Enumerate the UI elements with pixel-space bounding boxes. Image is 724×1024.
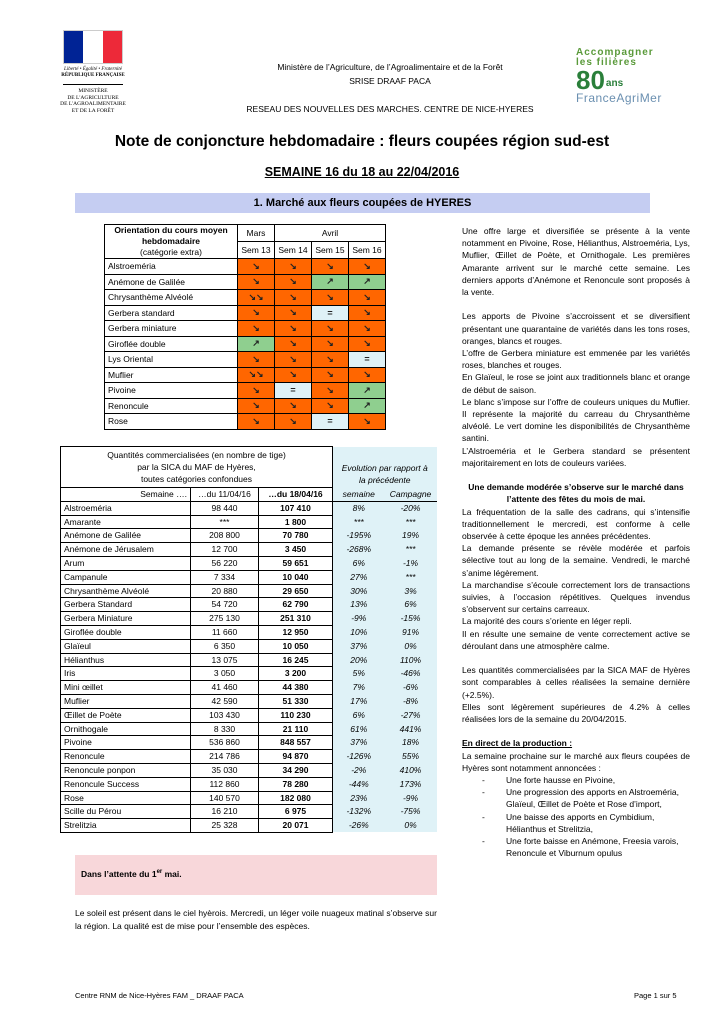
table-row (61, 612, 437, 626)
flower-name: Scille du Pérou (61, 805, 191, 819)
week-evolution: 37% (333, 639, 385, 653)
franceagrimer-logo (576, 48, 688, 108)
prev-quantity: 275 130 (191, 612, 259, 626)
prev-quantity: 112 860 (191, 777, 259, 791)
table-row (61, 625, 437, 639)
flower-name: Chrysanthème Alvéolé (105, 290, 238, 306)
table-row (61, 598, 437, 612)
trend-down-icon: ↘ (238, 305, 275, 321)
flower-name: Renoncule ponpon (61, 763, 191, 777)
table-row (61, 791, 437, 805)
current-quantity: 10 050 (259, 639, 333, 653)
rf-motto: Liberté • Égalité • Fraternité (64, 67, 122, 72)
flower-name: Rose (105, 414, 238, 430)
prev-quantity: 16 210 (191, 805, 259, 819)
trend-down-icon: ↘ (349, 259, 386, 275)
current-quantity: 70 780 (259, 529, 333, 543)
flower-name: Rose (61, 791, 191, 805)
col-current-week: …du 18/04/16 (259, 488, 333, 502)
prev-quantity: 25 328 (191, 819, 259, 833)
flower-name: Muflier (105, 367, 238, 383)
week-header: Sem 14 (275, 242, 312, 259)
ministry-block (54, 88, 132, 114)
prev-quantity: 214 786 (191, 750, 259, 764)
current-quantity: 107 410 (259, 501, 333, 515)
prev-quantity: 41 460 (191, 681, 259, 695)
offer-paragraph: Une offre large et diversifiée se présente à la vente notamment en Pivoine, Rose, Hélianthus, Alstroeméria, Lys, Muflier, Œillet de Poète, et Ornithogale. Les premières Amarante arrivent sur le marché cette semaine. Les derniers apports d’Anémone et Renoncule sont proposés à la vente. (462, 226, 690, 298)
table-row (105, 259, 386, 275)
current-quantity: 29 650 (259, 584, 333, 598)
current-quantity: 16 245 (259, 653, 333, 667)
table-row (61, 543, 437, 557)
current-quantity: 848 557 (259, 736, 333, 750)
evolution-header (333, 447, 437, 488)
trend-up-icon: ↗ (349, 398, 386, 414)
campaign-evolution: -20% (385, 501, 437, 515)
trend-down-icon: ↘ (275, 352, 312, 368)
trend-down-icon: ↘ (275, 398, 312, 414)
qty-header-line: Quantités commercialisées (en nombre de tige) (107, 450, 286, 460)
demand-paragraph: Il en résulte une semaine de vente correctement active se déroulant dans une atmosphère calme. (462, 628, 690, 651)
header-ministry: Ministère de l’Agriculture, de l’Agroalimentaire et de la Forêt (277, 62, 503, 72)
week-subtitle: SEMAINE 16 du 18 au 22/04/2016 (264, 165, 460, 179)
demand-paragraph: La majorité des cours s’oriente en léger repli. (462, 616, 632, 627)
flower-name: Œillet de Poète (61, 708, 191, 722)
quantities-paragraph: Elles sont légèrement supérieures de 4.2% à celles réalisées lors de la semaine du 20/04/2015. (462, 701, 690, 725)
trend-down-icon: ↘ (312, 321, 349, 337)
week-evolution: 30% (333, 584, 385, 598)
table-row (61, 819, 437, 833)
flower-name: Giroflée double (105, 336, 238, 352)
week-label: Semaine …. (61, 488, 191, 502)
table-row (61, 708, 437, 722)
flower-name: Chrysanthème Alvéolé (61, 584, 191, 598)
table-row (105, 336, 386, 352)
week-evolution: 27% (333, 570, 385, 584)
fam-line2: les filières (576, 57, 637, 68)
production-list (482, 774, 690, 859)
table-row (61, 681, 437, 695)
trend-up-icon: ↗ (312, 274, 349, 290)
week-header: Sem 15 (312, 242, 349, 259)
demand-paragraph: La fréquentation de la salle des cadrans, qui s’intensifie traditionnellement le mercredi, est conforme à celle observée à cette époque les années précédentes. (462, 506, 690, 542)
production-heading: En direct de la production : (462, 738, 573, 749)
week-evolution: 23% (333, 791, 385, 805)
prev-quantity: 7 334 (191, 570, 259, 584)
table-row (61, 750, 437, 764)
weather-paragraph: Le soleil est présent dans le ciel hyèrois. Mercredi, un léger voile nuageux matinal s’observe sur la région. La qualité est de mise pour l’ensemble des espèces. (75, 908, 437, 931)
french-flag-icon (63, 30, 123, 64)
campaign-evolution: -9% (385, 791, 437, 805)
prev-quantity: 12 700 (191, 543, 259, 557)
trend-down-icon: ↘ (349, 367, 386, 383)
flower-name: Campanule (61, 570, 191, 584)
flower-name: Amarante (61, 515, 191, 529)
flower-name: Hélianthus (61, 653, 191, 667)
campaign-evolution: 0% (385, 819, 437, 833)
prev-quantity: 56 220 (191, 556, 259, 570)
current-quantity: 110 230 (259, 708, 333, 722)
supply-paragraph: L’offre de Gerbera miniature est emmenée par les variétés roses, blanches et rouges. (462, 348, 690, 371)
campaign-evolution: *** (385, 570, 437, 584)
qty-header-line: par la SICA du MAF de Hyères, (137, 462, 256, 472)
table-row (105, 398, 386, 414)
week-evolution: 20% (333, 653, 385, 667)
current-quantity: 21 110 (259, 722, 333, 736)
trend-down-icon: ↘ (275, 259, 312, 275)
trend-down-icon: ↘ (312, 367, 349, 383)
table-row (61, 694, 437, 708)
flower-name: Gerbera standard (105, 305, 238, 321)
campaign-evolution: 19% (385, 529, 437, 543)
quantities-paragraph: Les quantités commercialisées par la SICA MAF de Hyères sont comparables à celles réalisées la semaine dernière (+2.5%). (462, 665, 690, 700)
flower-name: Mini œillet (61, 681, 191, 695)
prev-quantity: 6 350 (191, 639, 259, 653)
stable-icon: = (312, 414, 349, 430)
table-row (105, 352, 386, 368)
divider (63, 84, 123, 85)
heading-sup: er (156, 869, 163, 876)
week-evolution: *** (333, 515, 385, 529)
campaign-evolution: 110% (385, 653, 437, 667)
current-quantity: 62 790 (259, 598, 333, 612)
prev-quantity: *** (191, 515, 259, 529)
table-row (61, 584, 437, 598)
week-evolution: 37% (333, 736, 385, 750)
trend-down-icon: ↘ (275, 367, 312, 383)
table-row (61, 777, 437, 791)
week-evolution: -126% (333, 750, 385, 764)
table-row (105, 321, 386, 337)
ministry-line: MINISTÈRE (78, 88, 108, 94)
demand-heading: Une demande modérée s’observe sur le marché dans l’attente des fêtes du mois de mai. (468, 482, 684, 505)
prev-quantity: 536 860 (191, 736, 259, 750)
week-evolution: 6% (333, 708, 385, 722)
weather-heading (75, 855, 437, 895)
market-commentary (462, 225, 690, 860)
table-row (61, 722, 437, 736)
campaign-evolution: 18% (385, 736, 437, 750)
trend-up-icon: ↗ (238, 336, 275, 352)
campaign-evolution: *** (385, 515, 437, 529)
table-row (61, 763, 437, 777)
week-evolution: -268% (333, 543, 385, 557)
qty-table-header (61, 447, 333, 488)
prev-quantity: 8 330 (191, 722, 259, 736)
table-row (61, 667, 437, 681)
flower-name: Giroflée double (61, 625, 191, 639)
current-quantity: 3 450 (259, 543, 333, 557)
current-quantity: 12 950 (259, 625, 333, 639)
flower-name: Lys Oriental (105, 352, 238, 368)
list-item: - Une forte baisse en Anémone, Freesia varois, Renoncule et Viburnum opulus (482, 835, 690, 859)
supply-paragraph: L’Alstroeméria et le Gerbera standard se présentent majoritairement en lots de couleurs variées. (462, 445, 690, 468)
current-quantity: 51 330 (259, 694, 333, 708)
prev-quantity: 3 050 (191, 667, 259, 681)
evo-header-line: Evolution par rapport à (341, 462, 428, 473)
prev-quantity: 54 720 (191, 598, 259, 612)
week-evolution: 17% (333, 694, 385, 708)
trend-down-icon: ↘ (275, 305, 312, 321)
heading-text-end: mai. (162, 869, 182, 879)
list-item: - Une progression des apports en Alstroeméria, Glaïeul, Œillet de Poète et Rose d’import, (482, 786, 690, 810)
current-quantity: 44 380 (259, 681, 333, 695)
fam-ans: ans (605, 78, 624, 89)
current-quantity: 34 290 (259, 763, 333, 777)
current-quantity: 3 200 (259, 667, 333, 681)
flower-name: Ornithogale (61, 722, 191, 736)
header-network: RESEAU DES NOUVELLES DES MARCHES. CENTRE DE NICE-HYERES (246, 104, 534, 114)
production-intro: La semaine prochaine sur le marché aux fleurs coupées de Hyères sont notamment annoncées : (462, 750, 690, 773)
prev-quantity: 98 440 (191, 501, 259, 515)
qty-header-line: toutes catégories confondues (140, 474, 253, 484)
prev-quantity: 208 800 (191, 529, 259, 543)
price-trend-table (104, 224, 386, 430)
flower-name: Gerbera Standard (61, 598, 191, 612)
trend-up-icon: ↗ (349, 383, 386, 399)
table-row (105, 290, 386, 306)
campaign-evolution: -6% (385, 681, 437, 695)
campaign-evolution: -46% (385, 667, 437, 681)
campaign-evolution: -8% (385, 694, 437, 708)
table-row (61, 805, 437, 819)
campaign-evolution: 441% (385, 722, 437, 736)
week-evolution: 8% (333, 501, 385, 515)
week-evolution: 10% (333, 625, 385, 639)
table-row (61, 736, 437, 750)
trend-header-title: Orientation du cours moyen hebdomadaire (114, 225, 228, 246)
stable-icon: = (349, 352, 386, 368)
trend-down-icon: ↘ (238, 259, 275, 275)
month-header: Mars (238, 225, 275, 242)
table-row (61, 639, 437, 653)
week-evolution: 5% (333, 667, 385, 681)
quantities-table (60, 446, 437, 833)
supply-paragraph: Le blanc s’impose sur l’offre de couleurs uniques du Muflier. Il représente la majorité du carreau du Chrysanthème alvéolé. Le vert domine les disponibilités de Chrysanthème santini. (462, 396, 690, 444)
flower-name: Alstroeméria (61, 501, 191, 515)
table-row (105, 383, 386, 399)
fam-name: FranceAgriMer (576, 91, 662, 105)
campaign-evolution: -27% (385, 708, 437, 722)
month-header: Avril (275, 225, 386, 242)
trend-down-icon: ↘ (349, 305, 386, 321)
trend-down-icon: ↘ (349, 321, 386, 337)
republique-francaise-logo (54, 30, 132, 122)
week-evolution: 61% (333, 722, 385, 736)
col-prev-week: …du 11/04/16 (191, 488, 259, 502)
current-quantity: 182 080 (259, 791, 333, 805)
flower-name: Anémone de Jérusalem (61, 543, 191, 557)
trend-down-icon: ↘ (275, 336, 312, 352)
flower-name: Pivoine (105, 383, 238, 399)
campaign-evolution: 410% (385, 763, 437, 777)
flower-name: Gerbera miniature (105, 321, 238, 337)
fam-anniversary (576, 65, 688, 95)
trend-down-icon: ↘ (275, 321, 312, 337)
current-quantity: 78 280 (259, 777, 333, 791)
flower-name: Pivoine (61, 736, 191, 750)
campaign-evolution: 91% (385, 625, 437, 639)
table-row (61, 515, 437, 529)
col-evo-campaign: Campagne (385, 488, 437, 502)
table-row (61, 570, 437, 584)
trend-down-icon: ↘ (312, 352, 349, 368)
table-row (61, 653, 437, 667)
week-evolution: 7% (333, 681, 385, 695)
stable-icon: = (275, 383, 312, 399)
demand-paragraph: La demande présente se révèle modérée et parfois sélective tout au long de la semaine. Vendredi, le marché s’anime légèrement. (462, 543, 690, 578)
stable-icon: = (312, 305, 349, 321)
flower-name: Renoncule (61, 750, 191, 764)
current-quantity: 94 870 (259, 750, 333, 764)
page-number: Page 1 sur 5 (634, 991, 677, 1000)
trend-down-icon: ↘ (238, 383, 275, 399)
trend-down-icon: ↘ (238, 352, 275, 368)
page-title: Note de conjoncture hebdomadaire : fleurs coupées région sud-est (114, 133, 610, 150)
evo-header-line: la précédente (358, 474, 411, 485)
trend-down-icon: ↘ (275, 274, 312, 290)
footer-source: Centre RNM de Nice-Hyères FAM _ DRAAF PACA (75, 991, 244, 1000)
rf-name: RÉPUBLIQUE FRANÇAISE (61, 73, 125, 78)
trend-down-icon: ↘ (238, 414, 275, 430)
current-quantity: 20 071 (259, 819, 333, 833)
prev-quantity: 35 030 (191, 763, 259, 777)
table-row (61, 529, 437, 543)
flower-name: Strelitzia (61, 819, 191, 833)
supply-paragraph: En Glaïeul, le rose se joint aux traditionnels blanc et orange de début de saison. (462, 372, 690, 395)
list-item: - Une baisse des apports en Cymbidium, Hélianthus et Strelitzia, (482, 811, 690, 835)
current-quantity: 251 310 (259, 612, 333, 626)
week-evolution: -195% (333, 529, 385, 543)
week-evolution: -9% (333, 612, 385, 626)
table-row (61, 501, 437, 515)
trend-down-icon: ↘ (312, 290, 349, 306)
trend-down-icon: ↘ (312, 398, 349, 414)
demand-paragraph: La marchandise s’écoule correctement lors de transactions suivies, à l’occasion répétitives. Quelques invendus s’observent sur certains carreaux. (462, 579, 690, 615)
flower-name: Iris (61, 667, 191, 681)
trend-down-icon: ↘ (349, 414, 386, 430)
campaign-evolution: 3% (385, 584, 437, 598)
flower-name: Anémone de Galilée (105, 274, 238, 290)
trend-down-icon: ↘ (349, 290, 386, 306)
flower-name: Renoncule (105, 398, 238, 414)
trend-down-icon: ↘ (312, 259, 349, 275)
trend-down-icon: ↘ (349, 336, 386, 352)
trend-down-icon: ↘ (312, 336, 349, 352)
prev-quantity: 11 660 (191, 625, 259, 639)
campaign-evolution: 0% (385, 639, 437, 653)
campaign-evolution: -1% (385, 556, 437, 570)
flower-name: Glaïeul (61, 639, 191, 653)
ministry-line: ET DE LA FORÊT (71, 107, 115, 114)
table-row (105, 274, 386, 290)
prev-quantity: 13 075 (191, 653, 259, 667)
campaign-evolution: *** (385, 543, 437, 557)
ministry-line: DE L'AGROALIMENTAIRE (60, 101, 126, 107)
flower-name: Renoncule Success (61, 777, 191, 791)
table-row (105, 367, 386, 383)
flower-name: Arum (61, 556, 191, 570)
campaign-evolution: 55% (385, 750, 437, 764)
campaign-evolution: -75% (385, 805, 437, 819)
fam-line1: Accompagner (576, 47, 654, 58)
current-quantity: 59 651 (259, 556, 333, 570)
trend-down-icon: ↘↘ (238, 290, 275, 306)
campaign-evolution: 6% (385, 598, 437, 612)
col-evo-week: semaine (333, 488, 385, 502)
week-header: Sem 16 (349, 242, 386, 259)
prev-quantity: 103 430 (191, 708, 259, 722)
current-quantity: 6 975 (259, 805, 333, 819)
table-row (61, 556, 437, 570)
prev-quantity: 42 590 (191, 694, 259, 708)
list-item: - Une forte hausse en Pivoine, (482, 774, 690, 786)
flower-name: Anémone de Galilée (61, 529, 191, 543)
trend-down-icon: ↘ (275, 414, 312, 430)
trend-table-header (105, 225, 238, 259)
week-evolution: -132% (333, 805, 385, 819)
fam-num: 80 (576, 65, 605, 95)
prev-quantity: 140 570 (191, 791, 259, 805)
trend-down-icon: ↘ (238, 274, 275, 290)
trend-header-sub: (catégorie extra) (140, 247, 202, 257)
flower-name: Muflier (61, 694, 191, 708)
section-title: 1. Marché aux fleurs coupées de HYERES (75, 193, 650, 213)
week-header: Sem 13 (238, 242, 275, 259)
table-row (105, 305, 386, 321)
trend-down-icon: ↘ (238, 398, 275, 414)
supply-paragraph: Les apports de Pivoine s’accroissent et se diversifient présentant une quarantaine de variétés dans les tons roses, oranges, blancs et rouges. (462, 311, 690, 346)
trend-down-icon: ↘↘ (238, 367, 275, 383)
campaign-evolution: -15% (385, 612, 437, 626)
header-service: SRISE DRAAF PACA (349, 76, 431, 86)
current-quantity: 1 800 (259, 515, 333, 529)
week-evolution: 13% (333, 598, 385, 612)
flower-name: Alstroeméria (105, 259, 238, 275)
week-evolution: -2% (333, 763, 385, 777)
current-quantity: 10 040 (259, 570, 333, 584)
campaign-evolution: 173% (385, 777, 437, 791)
heading-text: Dans l’attente du 1 (81, 869, 157, 879)
week-evolution: -26% (333, 819, 385, 833)
trend-down-icon: ↘ (312, 383, 349, 399)
week-evolution: 6% (333, 556, 385, 570)
ministry-line: DE L'AGRICULTURE (67, 94, 119, 101)
trend-up-icon: ↗ (349, 274, 386, 290)
table-row (105, 414, 386, 430)
prev-quantity: 20 880 (191, 584, 259, 598)
trend-down-icon: ↘ (238, 321, 275, 337)
trend-down-icon: ↘ (275, 290, 312, 306)
flower-name: Gerbera Miniature (61, 612, 191, 626)
week-evolution: -44% (333, 777, 385, 791)
